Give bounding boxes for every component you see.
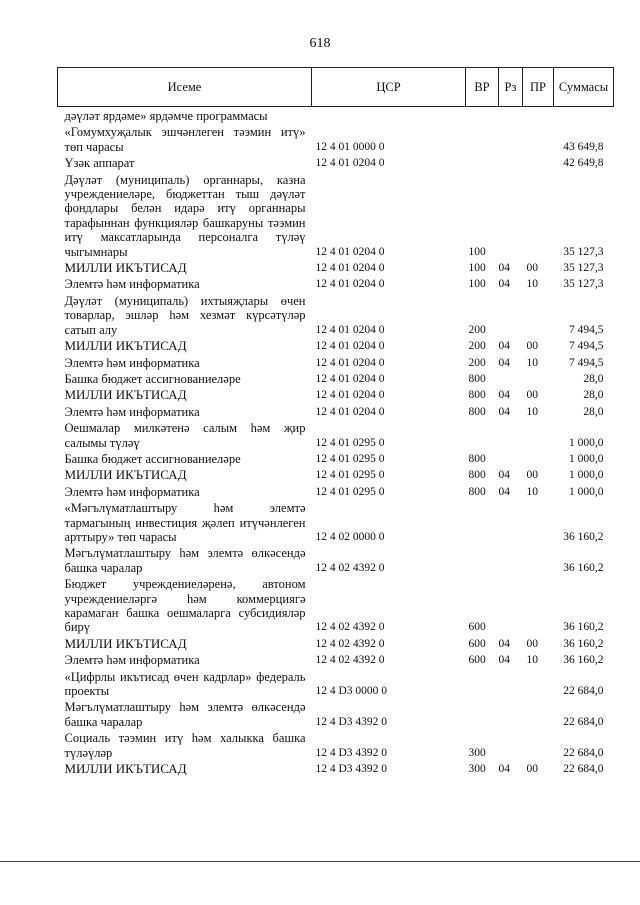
- cell-pr: [523, 123, 554, 154]
- cell-vr: 800: [468, 452, 486, 465]
- cell-vr: 100: [468, 245, 486, 258]
- cell-name: Элемтә һәм информатика: [64, 355, 200, 370]
- cell-vr: [466, 499, 499, 544]
- cell-sum: 35 127,3: [563, 245, 604, 258]
- cell-rz: [499, 575, 523, 635]
- cell-csr: 12 4 D3 4392 0: [315, 746, 388, 759]
- header-vr: ВР: [466, 68, 499, 107]
- page-number: 618: [309, 36, 331, 51]
- cell-pr: [523, 450, 554, 466]
- cell-sum: 28,0: [583, 389, 604, 402]
- cell-vr: [466, 123, 499, 154]
- header-rz: Рз: [499, 68, 523, 107]
- cell-rz: [499, 292, 523, 337]
- cell-pr: [523, 544, 554, 575]
- header-sum: Суммасы: [554, 68, 614, 107]
- cell-rz: [499, 499, 523, 544]
- cell-sum: 36 160,2: [563, 561, 604, 574]
- cell-sum: 1 000,0: [569, 469, 604, 482]
- cell-vr: [466, 544, 499, 575]
- cell-name: «Мәгълүматлаштыру һәм элемтә тармагының инвестиция җәлеп итүчәнлеген арттыру» төп чарасы: [64, 501, 306, 544]
- cell-pr: 00: [526, 262, 538, 275]
- cell-csr: 12 4 D3 0000 0: [315, 685, 388, 698]
- cell-sum: 22 684,0: [563, 715, 604, 728]
- cell-name: МИЛЛИ ИКЪТИСАД: [64, 635, 187, 651]
- cell-name: Дәүләт (муниципаль) органнары, казна учреждениеләре, бюджеттан тыш дәүләт фондлары белән идарә итү органнары тарафыннан функцияләр башкаруны тәэмин итү максатларында персоналга түләү чыгымнары: [64, 172, 306, 259]
- cell-pr: 10: [526, 654, 538, 667]
- cell-csr: 12 4 01 0204 0: [315, 389, 385, 402]
- cell-pr: [523, 107, 554, 124]
- table-row: [58, 466, 614, 482]
- cell-vr: 300: [468, 746, 486, 759]
- table-body: [58, 107, 614, 777]
- cell-csr: 12 4 01 0000 0: [315, 140, 385, 153]
- cell-pr: [523, 729, 554, 760]
- cell-name: Бюджет учреждениеләренә, автоном учреждениеләргә һәм коммерциягә карамаган башка оешмаларга субсидияләр бирү: [64, 577, 306, 635]
- cell-pr: 10: [526, 405, 538, 418]
- cell-sum: 35 127,3: [563, 262, 604, 275]
- cell-name: дәүләт ярдәме» ярдәмче программасы: [64, 109, 268, 123]
- cell-rz: [499, 123, 523, 154]
- cell-name: Башка бюджет ассигнованиеләре: [64, 451, 241, 466]
- cell-pr: 00: [526, 763, 538, 776]
- cell-sum: 43 649,8: [563, 140, 604, 153]
- cell-csr: 12 4 01 0204 0: [315, 262, 385, 275]
- cell-vr: 800: [468, 469, 486, 482]
- cell-csr: 12 4 02 4392 0: [315, 621, 385, 634]
- cell-csr: 12 4 01 0295 0: [315, 485, 385, 498]
- cell-csr: 12 4 02 4392 0: [315, 637, 385, 650]
- cell-rz: [499, 698, 523, 729]
- table-row: [58, 154, 614, 170]
- table-row: [58, 259, 614, 275]
- cell-pr: [523, 370, 554, 386]
- cell-name: Социаль тәэмин итү һәм халыкка башка түләүләр: [64, 731, 306, 760]
- cell-vr: 600: [468, 654, 486, 667]
- cell-name: МИЛЛИ ИКЪТИСАД: [64, 338, 187, 354]
- table-row: [58, 292, 614, 337]
- cell-rz: 04: [498, 389, 510, 402]
- header-pr: ПР: [523, 68, 554, 107]
- header-name: Исеме: [58, 68, 312, 107]
- cell-sum: 28,0: [583, 405, 604, 418]
- cell-rz: [499, 154, 523, 170]
- cell-sum: 22 684,0: [563, 746, 604, 759]
- cell-csr: 12 4 01 0204 0: [315, 356, 385, 369]
- cell-name: Элемтә һәм информатика: [64, 484, 200, 499]
- cell-vr: 800: [468, 372, 486, 385]
- cell-sum: 36 160,2: [563, 654, 604, 667]
- table-row: [58, 370, 614, 386]
- cell-rz: 04: [498, 469, 510, 482]
- cell-name: Башка бюджет ассигнованиеләре: [64, 371, 241, 386]
- cell-vr: 800: [468, 389, 486, 402]
- cell-rz: 04: [498, 654, 510, 667]
- cell-rz: [499, 544, 523, 575]
- table-row: [58, 499, 614, 544]
- cell-vr: 200: [468, 356, 486, 369]
- cell-csr: 12 4 01 0295 0: [315, 469, 385, 482]
- cell-pr: [523, 419, 554, 450]
- cell-sum: 42 649,8: [563, 157, 604, 170]
- cell-pr: 10: [526, 278, 538, 291]
- cell-pr: [523, 499, 554, 544]
- cell-sum: [554, 107, 614, 124]
- cell-rz: [499, 171, 523, 259]
- cell-name: МИЛЛИ ИКЪТИСАД: [64, 260, 187, 276]
- cell-sum: 1 000,0: [569, 485, 604, 498]
- cell-pr: [523, 668, 554, 699]
- cell-csr: 12 4 01 0204 0: [315, 278, 385, 291]
- cell-vr: 800: [468, 405, 486, 418]
- table-row: [58, 651, 614, 667]
- header-csr: ЦСР: [312, 68, 466, 107]
- cell-vr: 800: [468, 485, 486, 498]
- table-row: [58, 698, 614, 729]
- table-row: [58, 107, 614, 124]
- cell-vr: [466, 419, 499, 450]
- cell-csr: 12 4 01 0295 0: [315, 452, 385, 465]
- cell-rz: 04: [498, 763, 510, 776]
- cell-rz: 04: [498, 356, 510, 369]
- cell-rz: [499, 668, 523, 699]
- table-row: [58, 544, 614, 575]
- table-row: [58, 483, 614, 499]
- cell-name: Мәгълүматлаштыру һәм элемтә өлкәсендә башка чаралар: [64, 546, 306, 575]
- table-header: [58, 68, 614, 107]
- cell-vr: 600: [468, 621, 486, 634]
- cell-pr: [523, 575, 554, 635]
- cell-csr: 12 4 01 0295 0: [315, 436, 385, 449]
- cell-pr: 00: [526, 637, 538, 650]
- cell-vr: 200: [468, 323, 486, 336]
- cell-vr: 100: [468, 278, 486, 291]
- cell-csr: 12 4 01 0204 0: [315, 323, 385, 336]
- cell-csr: 12 4 01 0204 0: [315, 340, 385, 353]
- table-row: [58, 575, 614, 635]
- cell-sum: 1 000,0: [569, 452, 604, 465]
- cell-sum: 22 684,0: [563, 763, 604, 776]
- cell-name: Үзәк аппарат: [64, 156, 135, 171]
- cell-csr: 12 4 D3 4392 0: [315, 763, 388, 776]
- cell-pr: 00: [526, 340, 538, 353]
- cell-vr: [466, 698, 499, 729]
- table-row: [58, 354, 614, 370]
- cell-rz: [499, 729, 523, 760]
- table-row: [58, 337, 614, 353]
- table-row: [58, 450, 614, 466]
- cell-name: Элемтә һәм информатика: [64, 404, 200, 419]
- table-row: [58, 275, 614, 291]
- cell-csr: 12 4 01 0204 0: [315, 372, 385, 385]
- table-row: [58, 123, 614, 154]
- cell-pr: [523, 292, 554, 337]
- cell-csr: [312, 107, 466, 124]
- cell-pr: 00: [526, 389, 538, 402]
- cell-csr: 12 4 02 4392 0: [315, 561, 385, 574]
- cell-sum: 22 684,0: [563, 685, 604, 698]
- cell-name: МИЛЛИ ИКЪТИСАД: [64, 387, 187, 403]
- cell-sum: 7 494,5: [569, 356, 604, 369]
- cell-rz: 04: [498, 485, 510, 498]
- cell-csr: 12 4 01 0204 0: [315, 157, 385, 170]
- cell-pr: 10: [526, 485, 538, 498]
- budget-table: [57, 67, 614, 776]
- table-row: [58, 668, 614, 699]
- table-row: [58, 419, 614, 450]
- cell-name: Дәүләт (муниципаль) ихтыяҗлары өчен товарлар, эшләр һәм хезмәт күрсәтүләр сатып алу: [64, 293, 306, 337]
- cell-pr: [523, 698, 554, 729]
- cell-sum: 1 000,0: [569, 436, 604, 449]
- cell-sum: 36 160,2: [563, 621, 604, 634]
- cell-vr: [466, 668, 499, 699]
- cell-vr: [466, 107, 499, 124]
- cell-name: Элемтә һәм информатика: [64, 653, 200, 668]
- cell-vr: [466, 154, 499, 170]
- cell-name: Мәгълүматлаштыру һәм элемтә өлкәсендә башка чаралар: [64, 700, 306, 729]
- cell-rz: 04: [498, 262, 510, 275]
- cell-pr: [523, 171, 554, 259]
- cell-pr: 00: [526, 469, 538, 482]
- bottom-rule: [0, 861, 640, 862]
- cell-sum: 28,0: [583, 372, 604, 385]
- cell-sum: 35 127,3: [563, 278, 604, 291]
- cell-sum: 36 160,2: [563, 530, 604, 543]
- cell-rz: [499, 419, 523, 450]
- cell-name: Элемтә һәм информатика: [64, 277, 200, 292]
- cell-csr: 12 4 D3 4392 0: [315, 715, 388, 728]
- cell-csr: 12 4 01 0204 0: [315, 405, 385, 418]
- cell-rz: [499, 107, 523, 124]
- cell-sum: 7 494,5: [569, 340, 604, 353]
- cell-vr: 100: [468, 262, 486, 275]
- cell-rz: 04: [498, 340, 510, 353]
- cell-csr: 12 4 02 0000 0: [315, 530, 385, 543]
- cell-rz: 04: [498, 405, 510, 418]
- cell-name: «Гомумхуҗалык эшчәнлеген тәэмин итү» төп чарасы: [64, 125, 306, 154]
- cell-name: «Цифрлы икътисад өчен кадрлар» федераль проекты: [64, 669, 306, 699]
- cell-pr: 10: [526, 356, 538, 369]
- cell-rz: 04: [498, 637, 510, 650]
- table-row: [58, 760, 614, 776]
- cell-rz: [499, 370, 523, 386]
- cell-vr: 600: [468, 637, 486, 650]
- cell-rz: 04: [498, 278, 510, 291]
- cell-name: МИЛЛИ ИКЪТИСАД: [64, 761, 187, 777]
- table-row: [58, 171, 614, 259]
- cell-pr: [523, 154, 554, 170]
- table-row: [58, 729, 614, 760]
- cell-vr: 200: [468, 340, 486, 353]
- cell-sum: 36 160,2: [563, 637, 604, 650]
- cell-name: Оешмалар милкәтенә салым һәм җир салымы түләү: [64, 421, 306, 450]
- table-row: [58, 635, 614, 651]
- cell-csr: 12 4 01 0204 0: [315, 245, 385, 258]
- cell-name: МИЛЛИ ИКЪТИСАД: [64, 467, 187, 483]
- cell-rz: [499, 450, 523, 466]
- cell-vr: 300: [468, 763, 486, 776]
- table-row: [58, 386, 614, 402]
- table-row: [58, 403, 614, 419]
- cell-csr: 12 4 02 4392 0: [315, 654, 385, 667]
- cell-sum: 7 494,5: [569, 323, 604, 336]
